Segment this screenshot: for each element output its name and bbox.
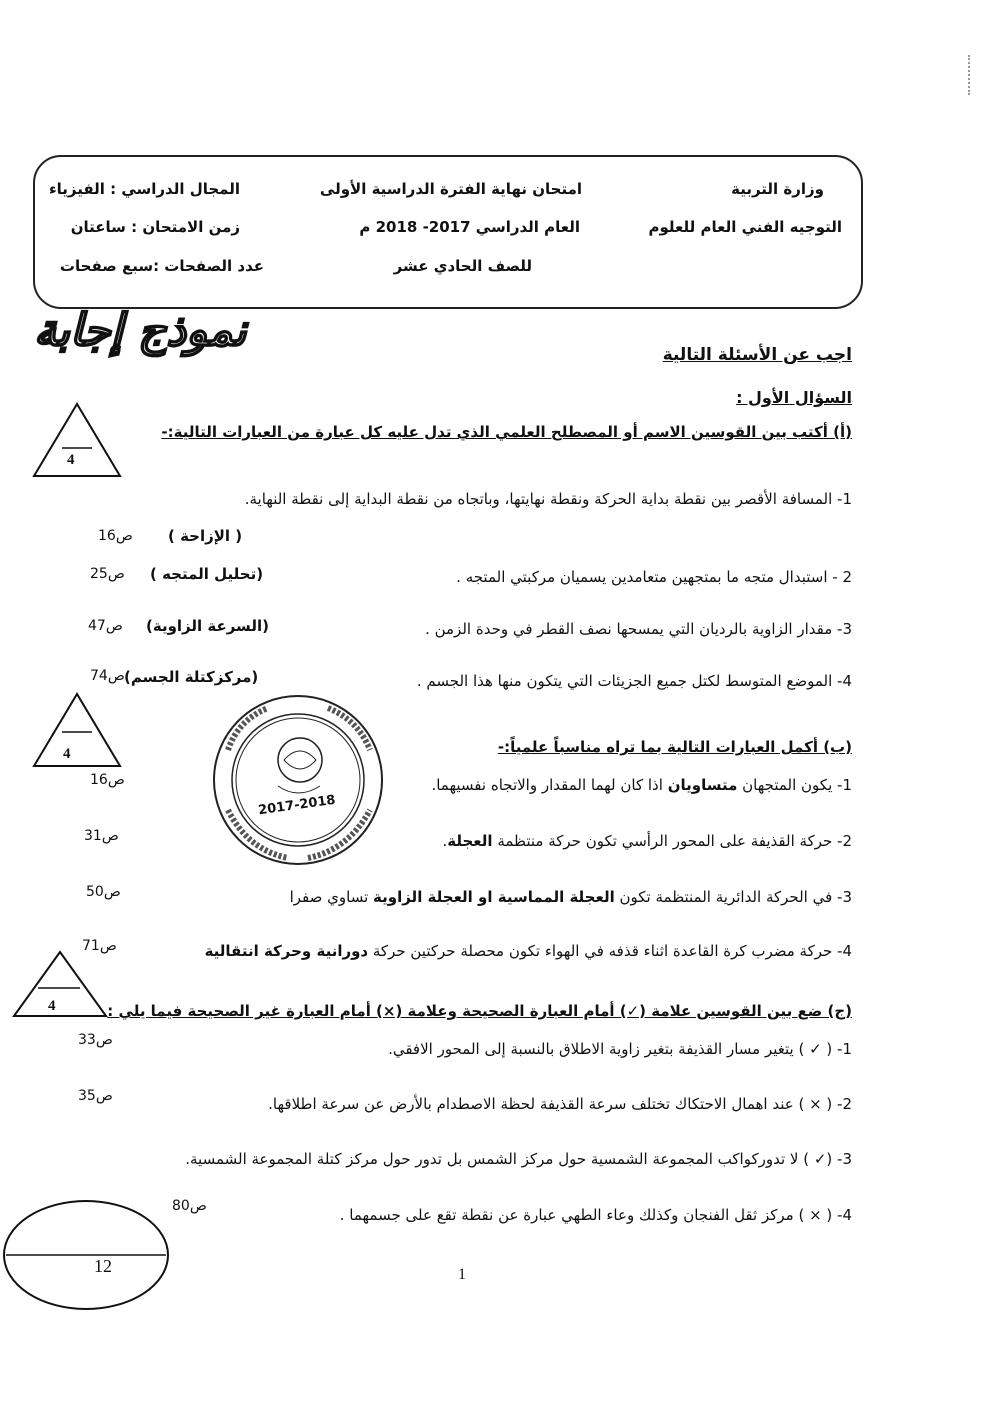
score-triangle-c xyxy=(10,948,110,1020)
part-a-item-3: 3- مقدار الزاوية بالرديان التي يمسحها نصف القطر في وحدة الزمن . xyxy=(425,620,852,638)
part-b-item-4 xyxy=(205,942,852,960)
part-b-item-2 xyxy=(443,832,853,850)
header-ministry: وزارة التربية xyxy=(731,180,824,198)
part-a-page-3: ص47 xyxy=(88,618,123,634)
part-a-page-4: ص74 xyxy=(90,668,125,684)
ministry-stamp xyxy=(208,690,388,870)
total-score: 12 xyxy=(94,1256,112,1276)
part-a-answer-2: (تحليل المتجه ) xyxy=(150,565,264,583)
part-c-page-1: ص33 xyxy=(78,1032,113,1048)
score-b: 4 xyxy=(63,746,71,762)
question1-title: السؤال الأول : xyxy=(736,388,852,407)
instruction: اجب عن الأسئلة التالية xyxy=(662,345,852,365)
part-b-answer-3: العجلة المماسية او العجلة الزاوية xyxy=(373,888,615,906)
header-pages: عدد الصفحات :سبع صفحات xyxy=(59,257,264,275)
page-number: 1 xyxy=(458,1266,466,1283)
stamp-year: 2017-2018 xyxy=(257,792,337,819)
score-triangle-b xyxy=(30,690,125,770)
part-c-page-2: ص35 xyxy=(78,1088,113,1104)
part-b-answer-1: متساويان xyxy=(667,776,738,794)
part-b-item-4-before: 4- حركة مضرب كرة القاعدة اثناء قذفه في الهواء تكون محصلة حركتين حركة xyxy=(368,942,852,960)
part-a-answer-1: ( الإزاحة ) xyxy=(168,527,243,545)
part-b-answer-2: العجلة xyxy=(447,832,493,850)
header-grade: للصف الحادي عشر xyxy=(393,257,532,275)
score-c: 4 xyxy=(48,998,56,1014)
part-b-item-1-before: 1- يكون المتجهان xyxy=(737,776,852,794)
part-b-item-1 xyxy=(431,776,852,794)
part-b-page-1: ص16 xyxy=(90,772,125,788)
part-c-item-4: 4- ( × ) مركز ثقل الفنجان وكذلك وعاء الطهي عبارة عن نقطة تقع على جسمهما . xyxy=(339,1206,852,1224)
score-a: 4 xyxy=(67,452,75,468)
header-academic-year: العام الدراسي 2017- 2018 م xyxy=(359,218,580,236)
score-triangle-a xyxy=(30,400,125,480)
part-c-page-4: ص80 xyxy=(172,1198,207,1214)
part-b-answer-4: دورانية وحركة انتقالية xyxy=(204,942,369,960)
part-b-page-2: ص31 xyxy=(84,828,119,844)
part-a-item-2: 2 - استبدال متجه ما بمتجهين متعامدين يسميان مركبتي المتجه . xyxy=(456,568,852,586)
part-a-page-1: ص16 xyxy=(98,528,133,544)
part-c-item-2: 2- ( × ) عند اهمال الاحتكاك تختلف سرعة القذيفة لحظة الاصطدام بالأرض عن سرعة اطلاقها. xyxy=(268,1095,852,1113)
part-b-item-2-before: 2- حركة القذيفة على المحور الرأسي تكون حركة منتظمة xyxy=(492,832,852,850)
part-a-item-4: 4- الموضع المتوسط لكتل جميع الجزيئات التي يتكون منها هذا الجسم . xyxy=(416,672,852,690)
part-b-heading: (ب) أكمل العبارات التالية بما تراه مناسباً علمياً:- xyxy=(497,738,852,756)
part-c-heading: (ج) ضع بين القوسين علامة (✓) أمام العبارة الصحيحة وعلامة (×) أمام العبارة غير الصحيحة فيما يلي : xyxy=(107,1002,852,1020)
part-a-heading: (أ) أكتب بين القوسين الاسم أو المصطلح العلمي الذي تدل عليه كل عبارة من العبارات التالية:- xyxy=(161,423,852,441)
scan-edge-marks xyxy=(968,55,972,95)
part-b-item-2-after: . xyxy=(442,832,448,850)
part-b-item-1-after: اذا كان لهما المقدار والاتجاه نفسيهما. xyxy=(431,776,668,794)
total-score-ellipse xyxy=(0,1195,172,1315)
part-b-page-3: ص50 xyxy=(86,884,121,900)
header-directorate: التوجيه الفني العام للعلوم xyxy=(648,218,842,236)
part-b-page-4: ص71 xyxy=(82,938,117,954)
answer-key-title: نموذج إجابة xyxy=(34,305,247,356)
part-b-item-3-after: تساوي صفرا xyxy=(289,888,374,906)
part-a-answer-4: (مركزكتلة الجسم) xyxy=(124,668,259,686)
part-a-page-2: ص25 xyxy=(90,566,125,582)
part-c-item-3: 3- (✓ ) لا تدوركواكب المجموعة الشمسية حول مركز الشمس بل تدور حول مركز كتلة المجموعة الشمسية. xyxy=(185,1150,852,1168)
part-a-item-1: 1- المسافة الأقصر بين نقطة بداية الحركة ونقطة نهايتها، وباتجاه من نقطة البداية إلى نقطة النهاية. xyxy=(244,490,852,508)
header-subject: المجال الدراسي : الفيزياء xyxy=(48,180,240,198)
part-b-item-3 xyxy=(290,888,852,906)
part-b-item-3-before: 3- في الحركة الدائرية المنتظمة تكون xyxy=(614,888,852,906)
header-duration: زمن الامتحان : ساعتان xyxy=(70,218,240,236)
header-exam-title: امتحان نهاية الفترة الدراسية الأولى xyxy=(319,180,582,198)
part-c-item-1: 1- ( ✓ ) يتغير مسار القذيفة بتغير زاوية الاطلاق بالنسبة إلى المحور الافقي. xyxy=(388,1040,852,1058)
part-a-answer-3: (السرعة الزاوية) xyxy=(146,617,269,635)
